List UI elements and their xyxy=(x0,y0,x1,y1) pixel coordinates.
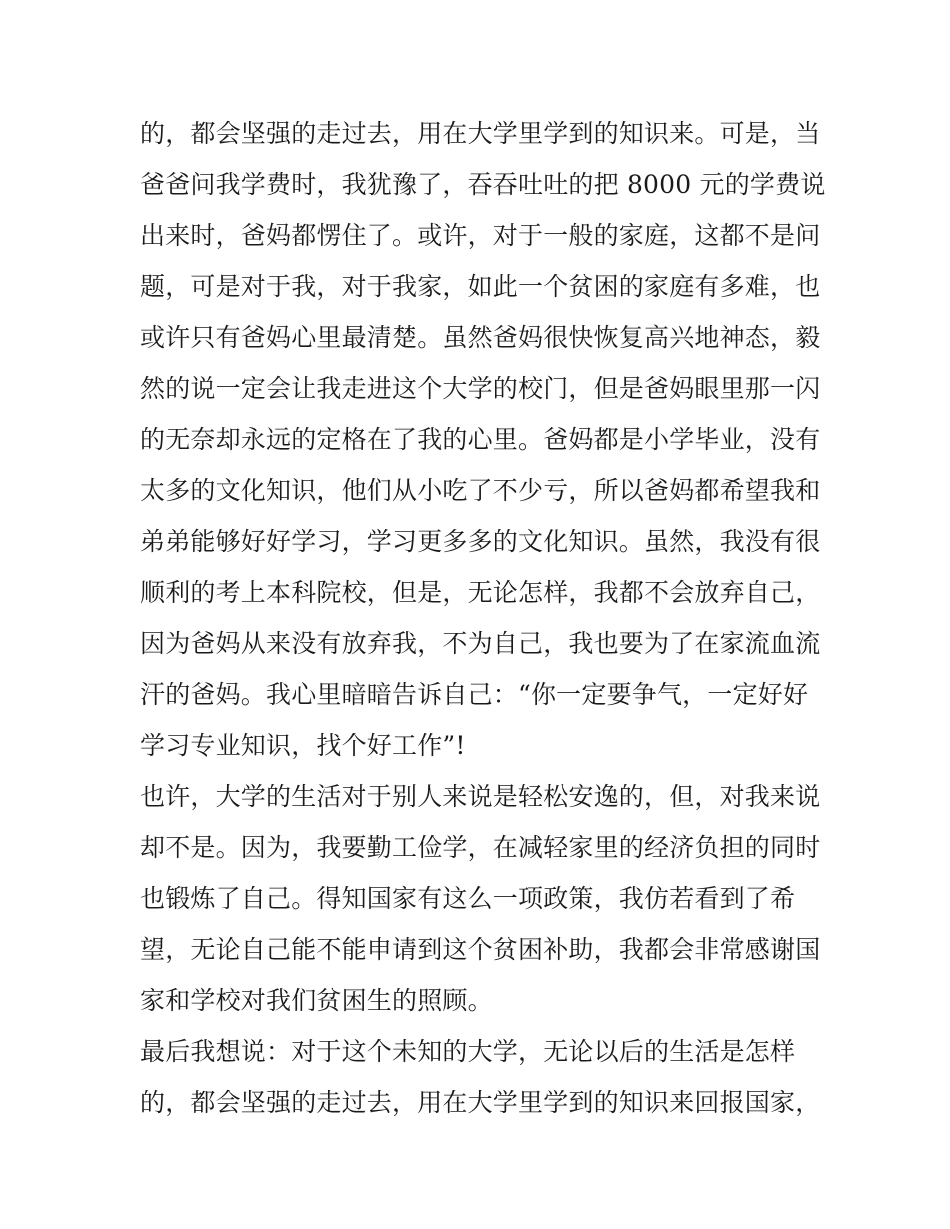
paragraph xyxy=(140,108,830,771)
text-line: 也许，大学的生活对于别人来说是轻松安逸的，但，对我来说 xyxy=(140,782,821,811)
text-line: 却不是。因为，我要勤工俭学，在减轻家里的经济负担的同时 xyxy=(140,833,821,862)
text-line: 出来时，爸妈都愣住了。或许，对于一般的家庭，这都不是问 xyxy=(140,221,821,250)
text-line: 学习专业知识，找个好工作”! xyxy=(140,731,466,760)
text-line: 的无奈却永远的定格在了我的心里。爸妈都是小学毕业，没有 xyxy=(140,425,821,454)
text-line: 爸爸问我学费时，我犹豫了，吞吞吐吐的把 8000 元的学费说 xyxy=(140,170,826,199)
text-line: 汗的爸妈。我心里暗暗告诉自己：“你一定要争气，一定好好 xyxy=(140,680,809,709)
text-line: 望，无论自己能不能申请到这个贫困补助，我都会非常感谢国 xyxy=(140,935,821,964)
text-line: 题，可是对于我，对于我家，如此一个贫困的家庭有多难，也 xyxy=(140,272,821,301)
text-line: 家和学校对我们贫困生的照顾。 xyxy=(140,986,493,1015)
text-line: 太多的文化知识，他们从小吃了不少亏，所以爸妈都希望我和 xyxy=(140,476,821,505)
text-line: 的，都会坚强的走过去，用在大学里学到的知识来。可是，当 xyxy=(140,119,821,148)
paragraph xyxy=(140,1026,830,1128)
paragraph xyxy=(140,771,830,1026)
text-line: 或许只有爸妈心里最清楚。虽然爸妈很快恢复高兴地神态，毅 xyxy=(140,323,821,352)
text-line: 顺利的考上本科院校，但是，无论怎样，我都不会放弃自己， xyxy=(140,578,821,607)
text-line: 因为爸妈从来没有放弃我，不为自己，我也要为了在家流血流 xyxy=(140,629,821,658)
text-line: 也锻炼了自己。得知国家有这么一项政策，我仿若看到了希 xyxy=(140,884,796,913)
document-body xyxy=(140,108,830,1128)
text-line: 的，都会坚强的走过去，用在大学里学到的知识来回报国家， xyxy=(140,1088,821,1117)
text-line: 最后我想说：对于这个未知的大学，无论以后的生活是怎样 xyxy=(140,1037,796,1066)
text-line: 然的说一定会让我走进这个大学的校门，但是爸妈眼里那一闪 xyxy=(140,374,821,403)
text-line: 弟弟能够好好学习，学习更多多的文化知识。虽然，我没有很 xyxy=(140,527,821,556)
